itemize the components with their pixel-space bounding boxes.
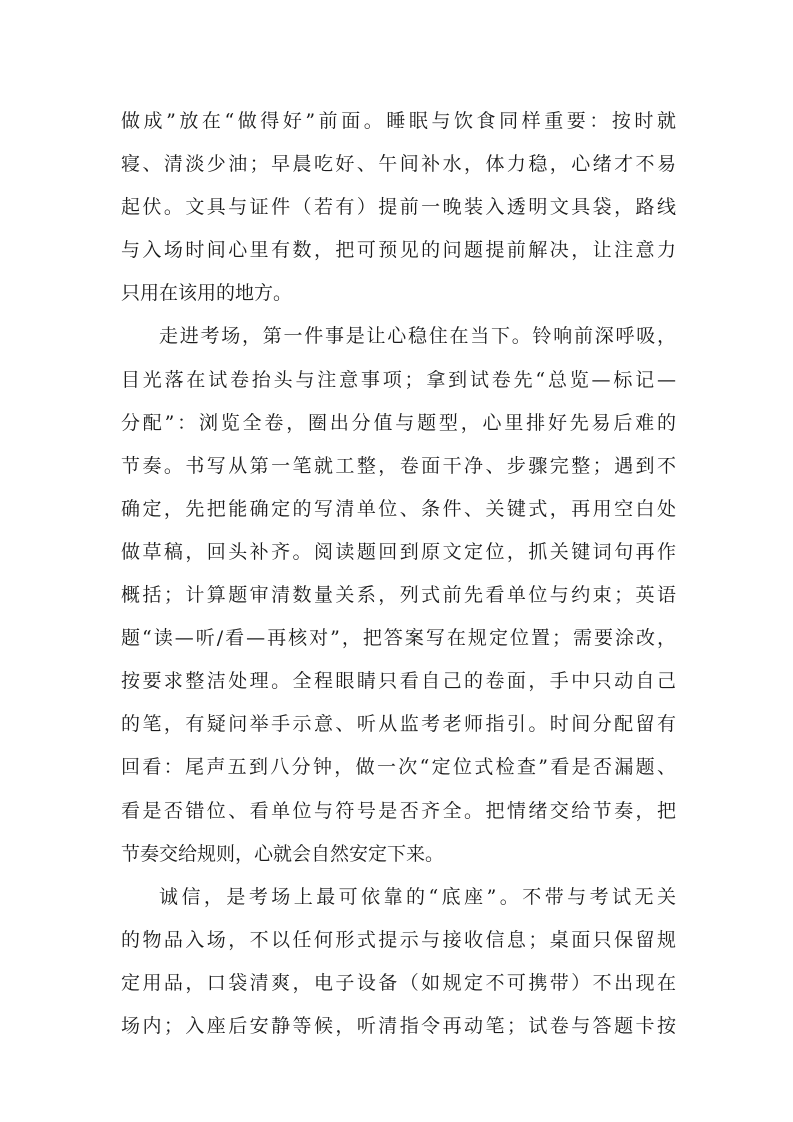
text-line: 寝、清淡少油；早晨吃好、午间补水，体力稳，心绪才不易 — [121, 153, 676, 176]
text-line: 看是否错位、看单位与符号是否齐全。把情绪交给节奏，把 — [121, 799, 676, 822]
text-line: 做成”放在“做得好”前面。睡眠与饮食同样重要：按时就 — [121, 110, 676, 132]
text-line: 诚信，是考场上最可依靠的“底座”。不带与考试无关 — [159, 885, 676, 908]
text-line: 定用品，口袋清爽，电子设备（如规定不可携带）不出现在 — [121, 971, 676, 994]
text-line: 的物品入场，不以任何形式提示与接收信息；桌面只保留规 — [121, 928, 676, 951]
text-line: 走进考场，第一件事是让心稳住在当下。铃响前深呼吸， — [159, 325, 676, 348]
text-line: 题“读—听/看—再核对”，把答案写在规定位置；需要涂改， — [121, 627, 676, 650]
text-line: 分配”：浏览全卷，圈出分值与题型，心里排好先易后难的 — [121, 411, 676, 434]
text-line: 与入场时间心里有数，把可预见的问题提前解决，让注意力 — [121, 239, 676, 262]
text-line: 按要求整洁处理。全程眼睛只看自己的卷面，手中只动自己 — [121, 670, 676, 693]
text-line: 只用在该用的地方。 — [121, 282, 293, 305]
text-line: 的笔，有疑问举手示意、听从监考老师指引。时间分配留有 — [121, 713, 676, 736]
text-line: 节奏交给规则，心就会自然安定下来。 — [121, 842, 445, 865]
text-line: 确定，先把能确定的写清单位、条件、关键式，再用空白处 — [121, 497, 676, 520]
text-line: 节奏。书写从第一笔就工整，卷面干净、步骤完整；遇到不 — [121, 454, 676, 477]
text-line: 目光落在试卷抬头与注意事项；拿到试卷先“总览—标记— — [121, 368, 676, 391]
text-line: 场内；入座后安静等候，听清指令再动笔；试卷与答题卡按 — [121, 1014, 676, 1037]
text-line: 做草稿，回头补齐。阅读题回到原文定位，抓关键词句再作 — [121, 540, 676, 563]
body-text — [121, 100, 676, 1048]
text-line: 概括；计算题审清数量关系，列式前先看单位与约束；英语 — [121, 584, 676, 607]
text-line: 起伏。文具与证件（若有）提前一晚装入透明文具袋，路线 — [121, 196, 676, 219]
text-line: 回看：尾声五到八分钟，做一次“定位式检查”看是否漏题、 — [121, 756, 676, 779]
